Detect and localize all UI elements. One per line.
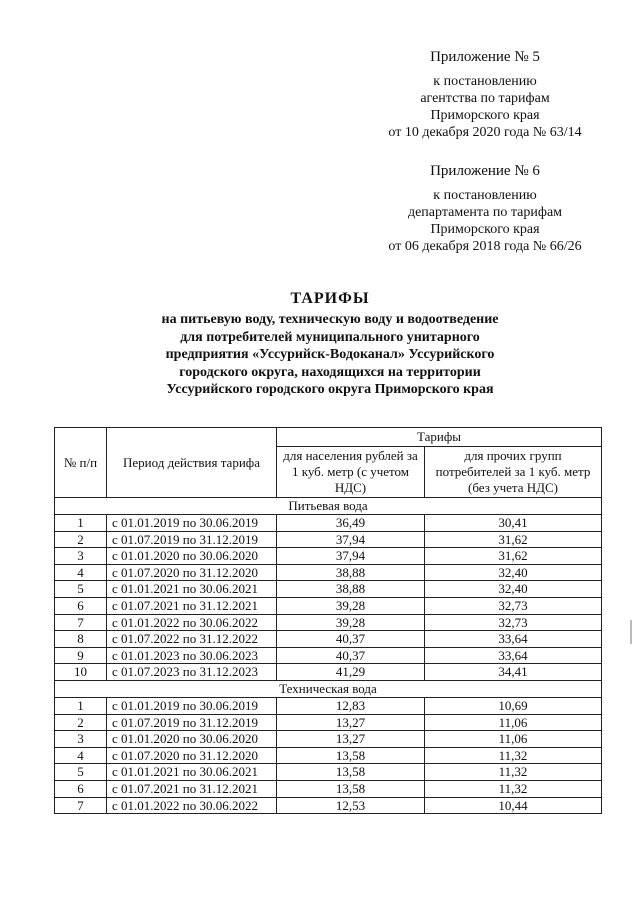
table-row — [55, 515, 602, 532]
header-others: для прочих групп потребителей за 1 куб. метр (без учета НДС) — [425, 447, 602, 498]
row-population-tariff: 38,88 — [277, 581, 425, 598]
row-population-tariff: 38,88 — [277, 564, 425, 581]
row-period: с 01.01.2020 по 30.06.2020 — [107, 548, 277, 565]
row-population-tariff: 39,28 — [277, 614, 425, 631]
row-number: 6 — [55, 597, 107, 614]
row-population-tariff: 13,27 — [277, 731, 425, 748]
section-title: Техническая вода — [55, 680, 602, 697]
appendix-6-line: Приморского края — [430, 222, 540, 237]
table-row — [55, 714, 602, 731]
row-period: с 01.07.2020 по 31.12.2020 — [107, 747, 277, 764]
row-population-tariff: 13,58 — [277, 747, 425, 764]
row-period: с 01.01.2019 по 30.06.2019 — [107, 515, 277, 532]
row-number: 5 — [55, 581, 107, 598]
row-others-tariff: 11,06 — [425, 714, 602, 731]
document-subtitle-line: городского округа, находящихся на территории — [179, 364, 481, 380]
row-population-tariff: 40,37 — [277, 647, 425, 664]
table-row — [55, 647, 602, 664]
row-period: с 01.01.2022 по 30.06.2022 — [107, 797, 277, 814]
row-period: с 01.07.2019 по 31.12.2019 — [107, 531, 277, 548]
row-number: 1 — [55, 515, 107, 532]
header-tariffs: Тарифы — [277, 428, 602, 447]
row-others-tariff: 10,69 — [425, 697, 602, 714]
document-subtitle-line: для потребителей муниципального унитарного — [180, 329, 480, 345]
row-population-tariff: 12,83 — [277, 697, 425, 714]
table-row — [55, 664, 602, 681]
section-row — [55, 680, 602, 697]
row-period: с 01.07.2023 по 31.12.2023 — [107, 664, 277, 681]
row-period: с 01.01.2020 по 30.06.2020 — [107, 731, 277, 748]
row-number: 10 — [55, 664, 107, 681]
tariffs-table — [54, 427, 602, 814]
row-period: с 01.07.2022 по 31.12.2022 — [107, 631, 277, 648]
row-population-tariff: 13,58 — [277, 780, 425, 797]
document-title-block — [60, 290, 600, 399]
row-period: с 01.07.2021 по 31.12.2021 — [107, 780, 277, 797]
row-population-tariff: 41,29 — [277, 664, 425, 681]
row-others-tariff: 11,06 — [425, 731, 602, 748]
row-period: с 01.01.2019 по 30.06.2019 — [107, 697, 277, 714]
row-number: 3 — [55, 548, 107, 565]
row-number: 9 — [55, 647, 107, 664]
row-number: 2 — [55, 714, 107, 731]
appendix-6-line: департамента по тарифам — [407, 205, 563, 220]
row-number: 7 — [55, 797, 107, 814]
row-number: 2 — [55, 531, 107, 548]
appendix-6-line: от 06 декабря 2018 года № 66/26 — [388, 239, 582, 254]
table-row — [55, 697, 602, 714]
row-period: с 01.01.2023 по 30.06.2023 — [107, 647, 277, 664]
appendix-6-title: Приложение № 6 — [430, 163, 540, 179]
row-others-tariff: 31,62 — [425, 548, 602, 565]
row-period: с 01.07.2019 по 31.12.2019 — [107, 714, 277, 731]
row-number: 8 — [55, 631, 107, 648]
table-row — [55, 531, 602, 548]
header-number: № п/п — [55, 428, 107, 498]
appendix-6-block — [375, 163, 595, 255]
row-others-tariff: 34,41 — [425, 664, 602, 681]
section-title: Питьевая вода — [55, 498, 602, 515]
table-row — [55, 764, 602, 781]
table-row — [55, 631, 602, 648]
row-number: 7 — [55, 614, 107, 631]
row-number: 5 — [55, 764, 107, 781]
row-population-tariff: 40,37 — [277, 631, 425, 648]
appendix-5-line: к постановлению — [433, 74, 537, 89]
row-others-tariff: 11,32 — [425, 747, 602, 764]
table-row — [55, 548, 602, 565]
table-row — [55, 597, 602, 614]
document-subtitle-line: на питьевую воду, техническую воду и водоотведение — [161, 312, 499, 327]
appendix-5-line: Приморского края — [430, 108, 540, 123]
row-number: 4 — [55, 747, 107, 764]
row-population-tariff: 37,94 — [277, 531, 425, 548]
table-row — [55, 564, 602, 581]
row-others-tariff: 31,62 — [425, 531, 602, 548]
table-row — [55, 797, 602, 814]
row-others-tariff: 32,73 — [425, 597, 602, 614]
row-others-tariff: 30,41 — [425, 515, 602, 532]
header-population: для населения рублей за 1 куб. метр (с учетом НДС) — [277, 447, 425, 498]
row-others-tariff: 11,32 — [425, 764, 602, 781]
table-row — [55, 731, 602, 748]
table-row — [55, 581, 602, 598]
table-row — [55, 780, 602, 797]
scan-mark — [630, 620, 632, 644]
document-subtitle-line: предприятия «Уссурийск-Водоканал» Уссурийского — [165, 347, 495, 362]
section-row — [55, 498, 602, 515]
row-others-tariff: 32,73 — [425, 614, 602, 631]
row-number: 3 — [55, 731, 107, 748]
row-period: с 01.01.2021 по 30.06.2021 — [107, 581, 277, 598]
row-population-tariff: 39,28 — [277, 597, 425, 614]
row-period: с 01.07.2021 по 31.12.2021 — [107, 597, 277, 614]
row-period: с 01.01.2022 по 30.06.2022 — [107, 614, 277, 631]
row-number: 4 — [55, 564, 107, 581]
row-population-tariff: 37,94 — [277, 548, 425, 565]
row-period: с 01.01.2021 по 30.06.2021 — [107, 764, 277, 781]
appendix-5-title: Приложение № 5 — [430, 49, 540, 65]
row-population-tariff: 13,58 — [277, 764, 425, 781]
appendix-5-line: агентства по тарифам — [420, 91, 550, 106]
document-title: ТАРИФЫ — [290, 290, 370, 307]
row-others-tariff: 10,44 — [425, 797, 602, 814]
appendix-6-line: к постановлению — [433, 188, 537, 203]
row-period: с 01.07.2020 по 31.12.2020 — [107, 564, 277, 581]
table-row — [55, 614, 602, 631]
row-number: 1 — [55, 697, 107, 714]
table-row — [55, 747, 602, 764]
row-others-tariff: 11,32 — [425, 780, 602, 797]
row-number: 6 — [55, 780, 107, 797]
row-others-tariff: 32,40 — [425, 564, 602, 581]
table-body — [55, 498, 602, 814]
row-population-tariff: 13,27 — [277, 714, 425, 731]
row-others-tariff: 33,64 — [425, 647, 602, 664]
appendix-5-line: от 10 декабря 2020 года № 63/14 — [388, 125, 582, 140]
document-subtitle-line: Уссурийского городского округа Приморского края — [166, 382, 494, 397]
row-others-tariff: 32,40 — [425, 581, 602, 598]
header-period: Период действия тарифа — [107, 428, 277, 498]
row-others-tariff: 33,64 — [425, 631, 602, 648]
appendix-5-block — [375, 49, 595, 141]
row-population-tariff: 12,53 — [277, 797, 425, 814]
row-population-tariff: 36,49 — [277, 515, 425, 532]
